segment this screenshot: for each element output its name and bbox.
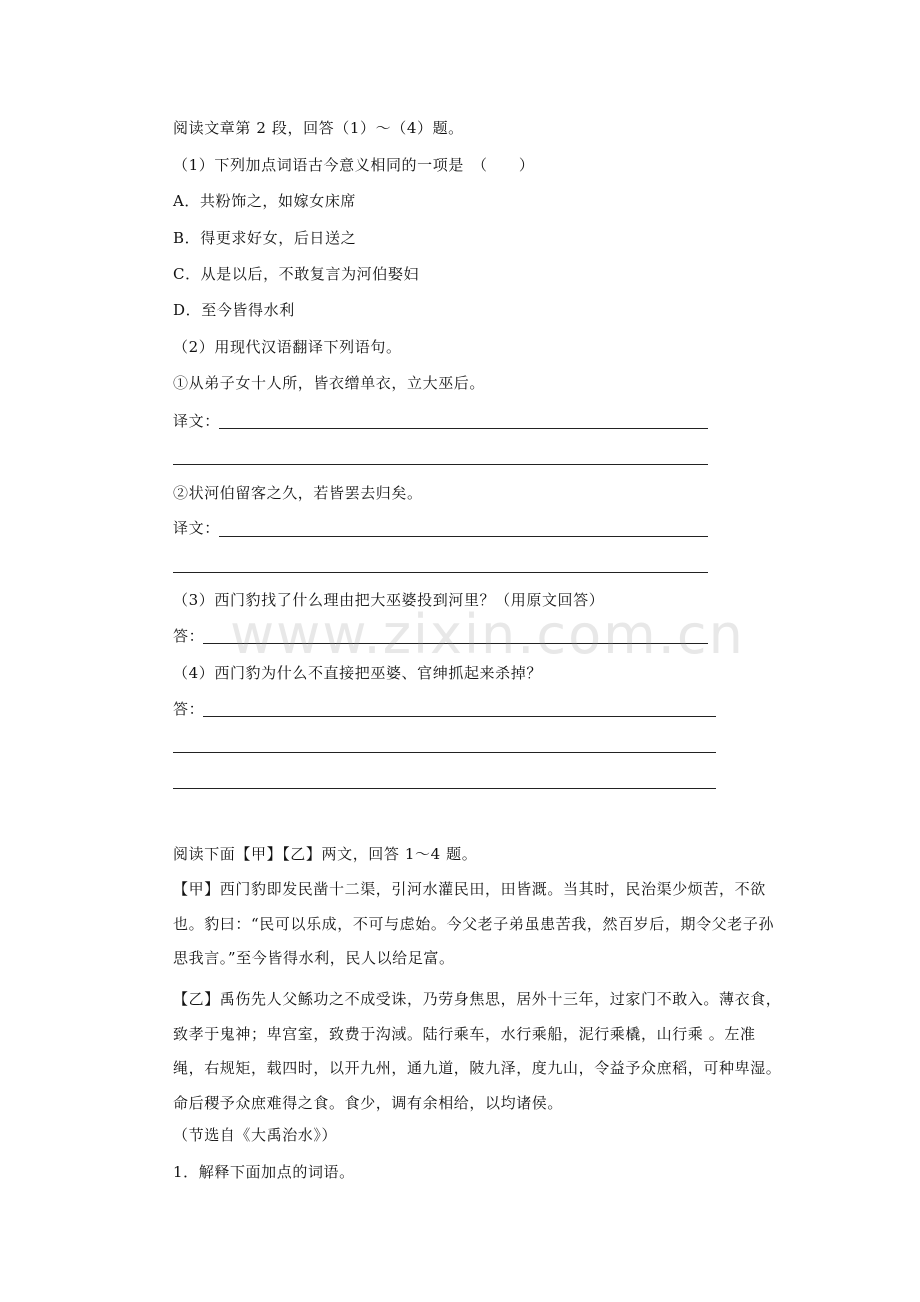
q2-translation1-label: 译文： [173, 412, 220, 430]
q4-answer-line-3[interactable] [173, 788, 716, 789]
q4-answer-line[interactable] [203, 716, 716, 717]
q2-item1: ①从弟子女十人所，皆衣缯单衣，立大巫后。 [173, 374, 486, 392]
q1-option-d: D．至今皆得水利 [173, 301, 295, 319]
section2-q1-stem: 1．解释下面加点的词语。 [173, 1163, 355, 1181]
q3-answer-label: 答： [173, 627, 205, 645]
passage-jia-text: 【甲】西门豹即发民凿十二渠，引河水灌民田，田皆溉。当其时，民治渠少烦苦，不欲也。豹曰：“民可以乐成，不可与虑始。今父老子弟虽患苦我，然百岁后，期令父老子孙思我言。”至今皆得水利，民人以给足富。 [173, 880, 775, 967]
q2-stem: （2）用现代汉语翻译下列语句。 [173, 338, 402, 356]
passage-source: （节选自《大禹治水》） [173, 1126, 338, 1144]
section2-instruction: 阅读下面【甲】【乙】两文，回答 1～4 题。 [173, 845, 478, 863]
q3-answer-line[interactable] [203, 643, 708, 644]
q2-translation1-line-2[interactable] [173, 464, 708, 465]
q4-stem: （4）西门豹为什么不直接把巫婆、官绅抓起来杀掉？ [173, 664, 542, 682]
q2-translation1-line[interactable] [219, 428, 708, 429]
q2-translation2-line[interactable] [219, 536, 708, 537]
q2-translation2-label: 译文： [173, 519, 220, 537]
passage-yi-text: 【乙】禹伤先人父鲧功之不成受诛，乃劳身焦思，居外十三年，过家门不敢入。薄衣食，致孝于鬼神；卑宫室，致费于沟淢。陆行乘车，水行乘船，泥行乘橇，山行乘 。左准绳，右规矩，载四时，以开九州，通九道，陂九泽，度九山，令益予众庶稻，可种卑湿。命后稷予众庶难得之食。食少，调有余相给，以均诸侯。 [173, 990, 782, 1112]
section1-instruction: 阅读文章第 2 段，回答（1）～（4）题。 [173, 119, 464, 137]
q4-answer-label: 答： [173, 700, 205, 718]
q1-option-a: A．共粉饰之，如嫁女床席 [173, 192, 357, 210]
passage-yi [173, 982, 785, 1120]
q4-answer-line-2[interactable] [173, 752, 716, 753]
q1-option-b: B．得更求好女，后日送之 [173, 229, 357, 247]
q1-option-c: C．从是以后，不敢复言为河伯娶妇 [173, 265, 420, 283]
watermark: www.zixin.com.cn [230, 603, 745, 666]
q3-stem: （3）西门豹找了什么理由把大巫婆投到河里？（用原文回答） [173, 591, 605, 609]
q2-translation2-line-2[interactable] [173, 572, 708, 573]
q1-stem: （1）下列加点词语古今意义相同的一项是 （ ） [173, 156, 535, 174]
q2-item2: ②状河伯留客之久，若皆罢去归矣。 [173, 484, 423, 502]
passage-jia [173, 872, 785, 976]
